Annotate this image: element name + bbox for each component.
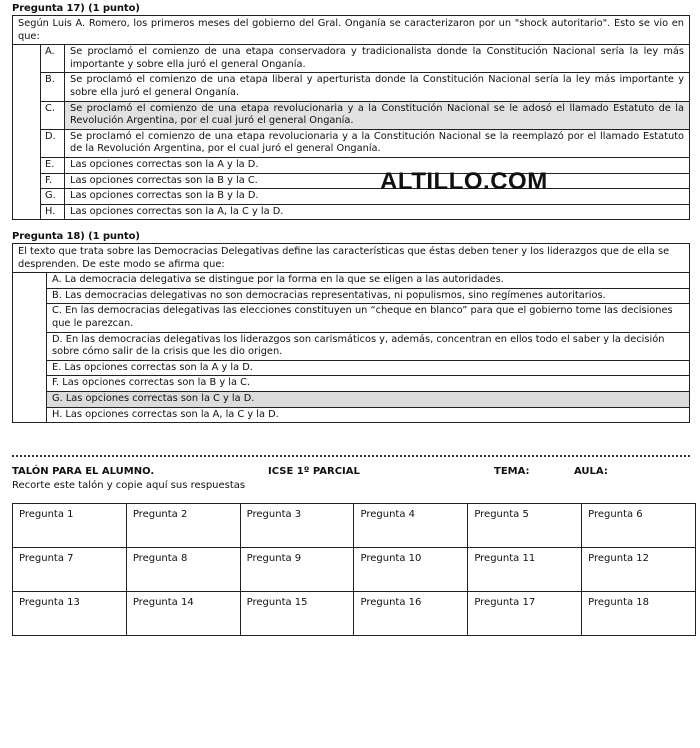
option-text: C. En las democracias delegativas las elecciones constituyen un “cheque en blanco” para que el gobierno tome las decisiones que le parezcan. [47, 304, 690, 332]
answer-cell[interactable]: Pregunta 4 [354, 504, 468, 548]
option-letter: G. [41, 189, 65, 205]
option-text: Las opciones correctas son la B y la C. [65, 173, 690, 189]
answer-cell[interactable]: Pregunta 10 [354, 548, 468, 592]
option-text: Las opciones correctas son la A, la C y la D. [65, 204, 690, 220]
option-row[interactable] [13, 204, 690, 220]
answer-cell[interactable]: Pregunta 8 [126, 548, 240, 592]
option-row[interactable] [13, 304, 690, 332]
option-text: Las opciones correctas son la B y la D. [65, 189, 690, 205]
option-text: E. Las opciones correctas son la A y la D. [47, 360, 690, 376]
question-18-table [12, 243, 690, 423]
option-text: Se proclamó el comienzo de una etapa liberal y aperturista donde la Constitución Nacional sería la ley más importante y sobre ella juró el general Onganía. [65, 73, 690, 101]
tema-label: TEMA: [494, 466, 530, 477]
cut-line [12, 455, 690, 457]
option-letter: D. [41, 129, 65, 157]
answer-cell[interactable]: Pregunta 16 [354, 592, 468, 636]
answer-cell[interactable]: Pregunta 15 [240, 592, 354, 636]
answer-cell[interactable]: Pregunta 7 [13, 548, 127, 592]
option-row[interactable] [13, 391, 690, 407]
answer-cell[interactable]: Pregunta 1 [13, 504, 127, 548]
watermark-logo: ALTILLO.COM [380, 168, 548, 195]
answer-cell[interactable]: Pregunta 12 [582, 548, 696, 592]
option-text: Las opciones correctas son la A y la D. [65, 157, 690, 173]
answer-cell[interactable]: Pregunta 17 [468, 592, 582, 636]
answer-cell[interactable]: Pregunta 2 [126, 504, 240, 548]
option-letter: C. [41, 101, 65, 129]
option-row[interactable] [13, 376, 690, 392]
exam-label: ICSE 1º PARCIAL [268, 466, 360, 477]
option-row[interactable] [13, 189, 690, 205]
option-row[interactable] [13, 129, 690, 157]
option-row[interactable] [13, 73, 690, 101]
answer-cell[interactable]: Pregunta 6 [582, 504, 696, 548]
option-row[interactable] [13, 173, 690, 189]
option-text: A. La democracia delegativa se distingue por la forma en la que se eligen a las autoridades. [47, 273, 690, 289]
answer-cell[interactable]: Pregunta 13 [13, 592, 127, 636]
answer-grid [12, 503, 696, 636]
question-17-title: Pregunta 17) (1 punto) [12, 3, 140, 14]
answer-cell[interactable]: Pregunta 3 [240, 504, 354, 548]
option-row[interactable] [13, 273, 690, 289]
option-row[interactable] [13, 157, 690, 173]
aula-label: AULA: [574, 466, 608, 477]
option-text: B. Las democracias delegativas no son democracias representativas, ni populismos, sino regímenes autoritarios. [47, 288, 690, 304]
option-text: Se proclamó el comienzo de una etapa revolucionaria y a la Constitución Nacional se la reemplazó por el llamado Estatuto de la Revolución Argentina, por el cual juró el general Onganía. [65, 129, 690, 157]
answer-cell[interactable]: Pregunta 14 [126, 592, 240, 636]
option-row[interactable] [13, 101, 690, 129]
option-row[interactable] [13, 288, 690, 304]
option-text-highlighted: G. Las opciones correctas son la C y la D. [47, 391, 690, 407]
option-row[interactable] [13, 407, 690, 423]
answer-cell[interactable]: Pregunta 11 [468, 548, 582, 592]
option-letter: A. [41, 45, 65, 73]
answer-cell[interactable]: Pregunta 5 [468, 504, 582, 548]
answer-cell[interactable]: Pregunta 9 [240, 548, 354, 592]
answer-cell[interactable]: Pregunta 18 [582, 592, 696, 636]
question-17-stem: Según Luis A. Romero, los primeros meses del gobierno del Gral. Onganía se caracterizaron por un "shock autoritario". Esto se vio en que: [13, 16, 690, 45]
question-17-table [12, 15, 690, 220]
option-text: H. Las opciones correctas son la A, la C y la D. [47, 407, 690, 423]
option-row[interactable] [13, 45, 690, 73]
option-row[interactable] [13, 332, 690, 360]
option-letter: F. [41, 173, 65, 189]
option-text-highlighted: Se proclamó el comienzo de una etapa revolucionaria y a la Constitución Nacional se le adosó el llamado Estatuto de la Revolución Argentina, por el cual juró el general Onganía. [65, 101, 690, 129]
question-18-stem: El texto que trata sobre las Democracias Delegativas define las características que éstas deben tener y los liderazgos que de ella se desprenden. De este modo se afirma que: [13, 244, 690, 273]
option-text: Se proclamó el comienzo de una etapa conservadora y tradicionalista donde la Constitución Nacional sería la ley más importante y sobre ella juró el general Onganía. [65, 45, 690, 73]
option-letter: B. [41, 73, 65, 101]
option-letter: E. [41, 157, 65, 173]
option-text: D. En las democracias delegativas los liderazgos son carismáticos y, además, concentran en ellos todo el saber y la decisión sobre cómo salir de la crisis que les dio origen. [47, 332, 690, 360]
option-letter: H. [41, 204, 65, 220]
talon-instruction: Recorte este talón y copie aquí sus respuestas [12, 480, 246, 491]
option-text: F. Las opciones correctas son la B y la C. [47, 376, 690, 392]
option-row[interactable] [13, 360, 690, 376]
talon-title: TALÓN PARA EL ALUMNO. [12, 466, 155, 477]
question-18-title: Pregunta 18) (1 punto) [12, 231, 140, 242]
